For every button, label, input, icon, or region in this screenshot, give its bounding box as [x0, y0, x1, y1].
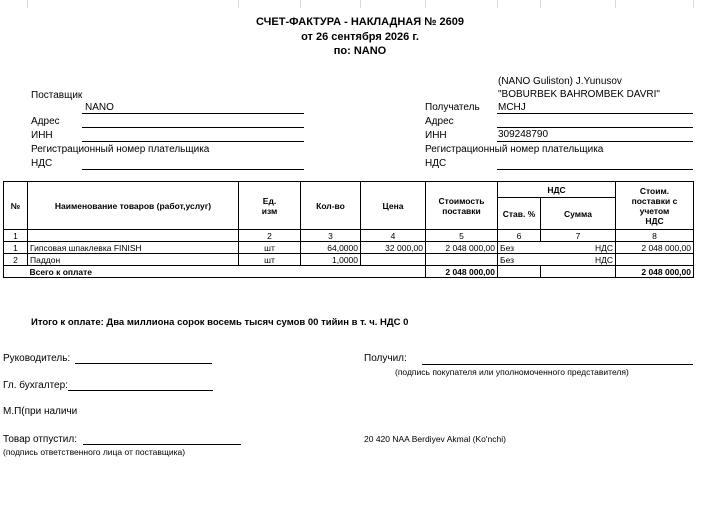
released-caption: (подпись ответственного лица от поставщика) — [3, 447, 186, 457]
invoice-contract: по: NANO — [333, 45, 387, 57]
row2-cost — [426, 254, 498, 266]
recipient-address-label: Адрес — [425, 116, 454, 127]
total-row — [4, 266, 694, 278]
header-num: № — [4, 182, 28, 230]
row1-total: 2 048 000,00 — [616, 242, 694, 254]
colnum-3: 3 — [301, 230, 361, 242]
row1-rate: Без — [498, 242, 541, 254]
header-total: Стоим. поставки с учетом НДС — [616, 182, 694, 230]
invoice-date: от 26 сентября 2026 г. — [301, 31, 419, 43]
header-sum: Сумма — [541, 198, 616, 230]
recipient-name-line1: (NANO Guliston) J.Yunusov — [498, 76, 622, 87]
supplier-reg-label: Регистрационный номер плательщика — [31, 144, 210, 155]
recipient-inn-label: ИНН — [425, 130, 447, 141]
colnum-1b — [28, 230, 239, 242]
row1-price: 32 000,00 — [361, 242, 426, 254]
released-label: Товар отпустил: — [3, 434, 77, 445]
supplier-inn-label: ИНН — [31, 130, 53, 141]
supplier-nds-label: НДС — [31, 158, 53, 169]
header-cost: Стоимость поставки — [426, 182, 498, 230]
header-nds-group: НДС — [498, 182, 616, 198]
stamp-label: М.П(при наличи — [3, 406, 78, 417]
header-rate: Став. % — [498, 198, 541, 230]
recipient-name-line2: "BOBURBEK BAHROMBEK DAVRI" — [498, 89, 660, 100]
colnum-6: 6 — [498, 230, 541, 242]
header-name: Наименование товаров (работ,услуг) — [28, 182, 239, 230]
row1-sum: НДС — [541, 242, 616, 254]
accountant-label: Гл. бухгалтер: — [3, 380, 68, 391]
colnum-8: 8 — [616, 230, 694, 242]
recipient-reg-label: Регистрационный номер плательщика — [425, 144, 604, 155]
header-unit: Ед. изм — [239, 182, 301, 230]
colnum-5: 5 — [426, 230, 498, 242]
total-cost: 2 048 000,00 — [426, 266, 498, 278]
proxy-text: 20 420 NAA Berdiyev Akmal (Ko'nchi) — [364, 434, 506, 444]
row2-sum: НДС — [541, 254, 616, 266]
row1-qty: 64,0000 — [301, 242, 361, 254]
row2-rate: Без — [498, 254, 541, 266]
supplier-address-label: Адрес — [31, 116, 60, 127]
supplier-label: Поставщик — [31, 90, 83, 101]
row2-unit: шт — [239, 254, 301, 266]
row2-price — [361, 254, 426, 266]
recipient-inn-value: 309248790 — [498, 129, 549, 140]
row1-cost: 2 048 000,00 — [426, 242, 498, 254]
table-row — [4, 242, 694, 254]
items-table — [3, 181, 694, 278]
row2-qty: 1,0000 — [301, 254, 361, 266]
summary-text: Итого к оплате: Два миллиона сорок восемь тысяч сумов 00 тийин в т. ч. НДС 0 — [31, 317, 409, 328]
director-label: Руководитель: — [3, 353, 71, 364]
colnum-7: 7 — [541, 230, 616, 242]
header-price: Цена — [361, 182, 426, 230]
received-caption: (подпись покупателя или уполномоченного представителя) — [395, 367, 629, 377]
row1-num: 1 — [4, 242, 28, 254]
table-row — [4, 254, 694, 266]
row1-name: Гипсовая шпаклевка FINISH — [28, 242, 239, 254]
recipient-name-line3: MCHJ — [498, 102, 526, 113]
recipient-label: Получатель — [425, 102, 480, 113]
row1-unit: шт — [239, 242, 301, 254]
row2-name: Паддон — [28, 254, 239, 266]
total-label: Всего к оплате — [28, 266, 426, 278]
colnum-2: 2 — [239, 230, 301, 242]
total-with-nds: 2 048 000,00 — [616, 266, 694, 278]
row2-num: 2 — [4, 254, 28, 266]
invoice-title: СЧЕТ-ФАКТУРА - НАКЛАДНАЯ № 2609 — [256, 16, 464, 28]
recipient-nds-label: НДС — [425, 158, 447, 169]
colnum-4: 4 — [361, 230, 426, 242]
header-qty: Кол-во — [301, 182, 361, 230]
supplier-name: NANO — [85, 102, 114, 113]
received-label: Получил: — [364, 353, 407, 364]
row2-total — [616, 254, 694, 266]
colnum-1: 1 — [4, 230, 28, 242]
